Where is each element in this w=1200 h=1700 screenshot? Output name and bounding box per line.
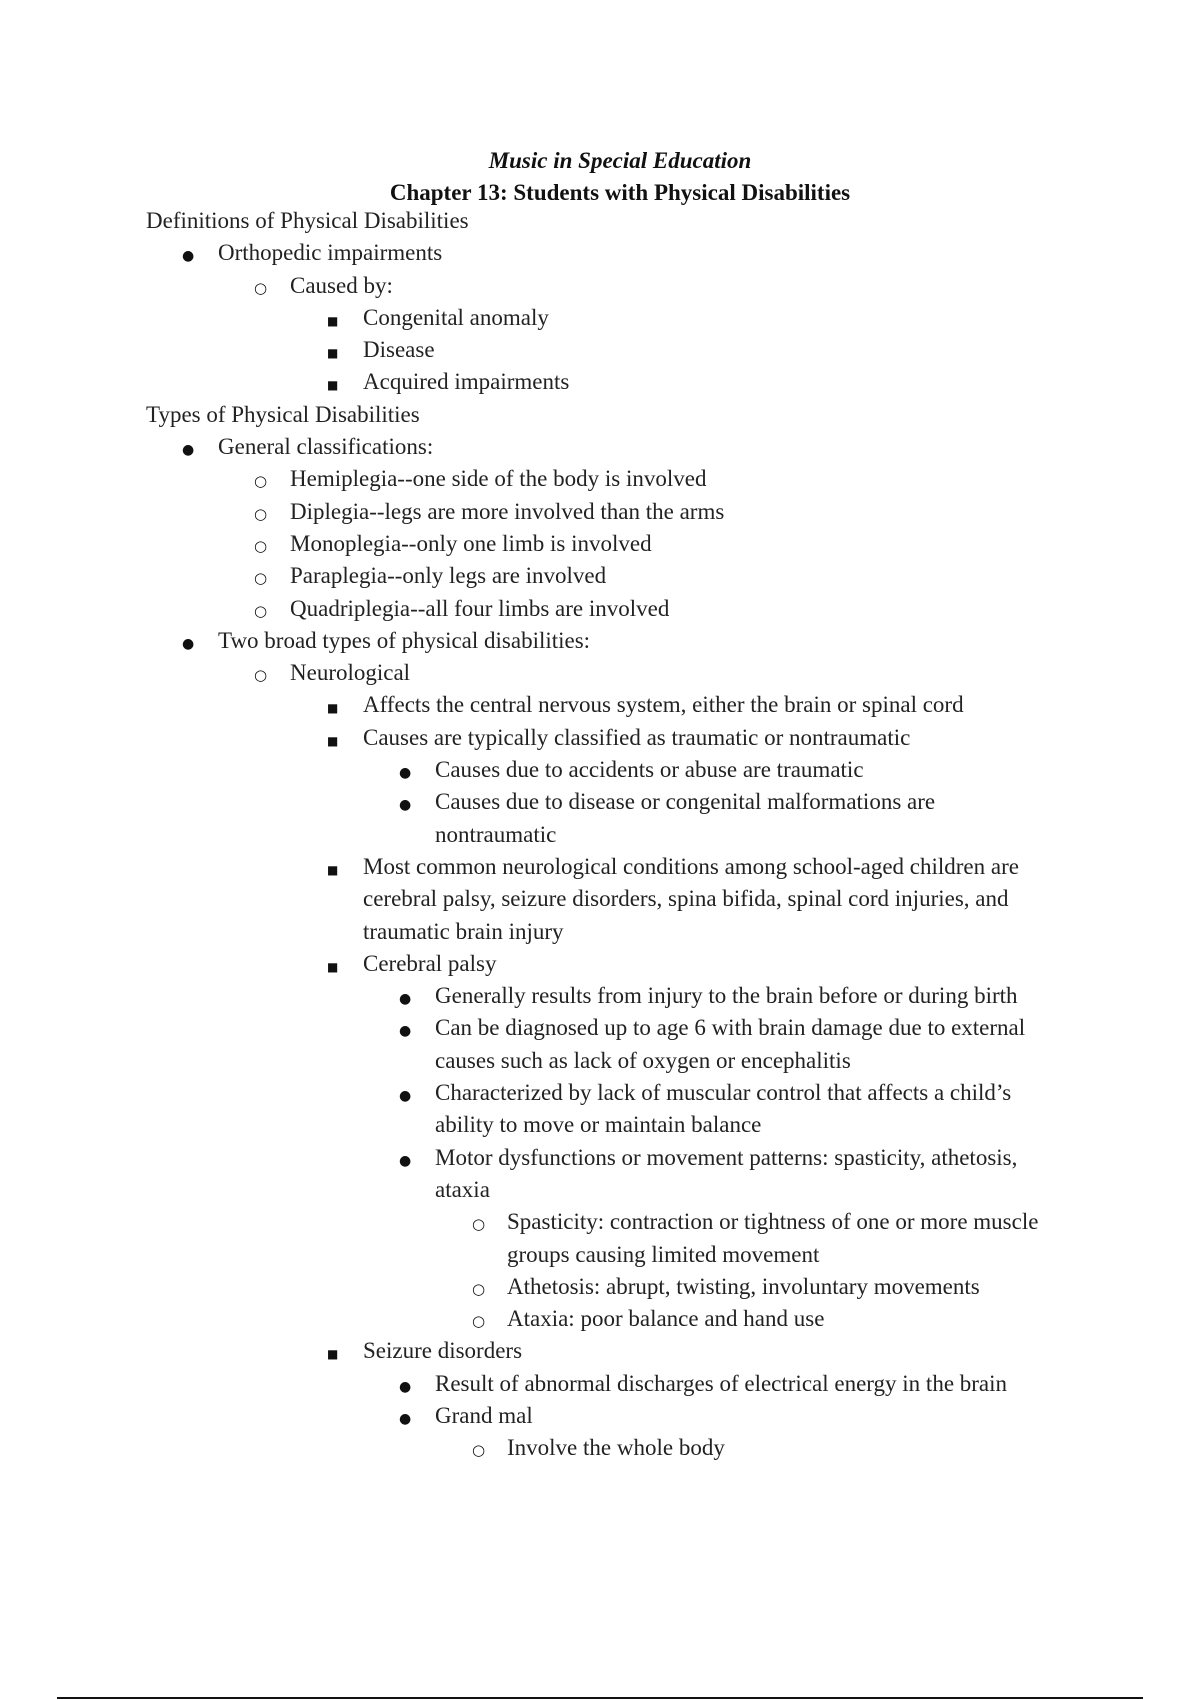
line-text: Causes due to disease or congenital malformations are xyxy=(435,789,936,815)
disc-bullet-icon xyxy=(399,1368,411,1403)
disc-bullet-icon xyxy=(399,1142,411,1177)
circle-bullet-icon xyxy=(254,496,267,530)
line-text: Disease xyxy=(363,337,435,363)
list-item xyxy=(0,270,1200,302)
disc-bullet-icon xyxy=(182,625,194,660)
line-text: General classifications: xyxy=(218,434,434,460)
disc-bullet-icon xyxy=(399,1012,411,1047)
circle-bullet-icon xyxy=(254,593,267,627)
line-text: Caused by: xyxy=(290,272,393,298)
list-item xyxy=(0,1239,1200,1271)
line-text: Ataxia: poor balance and hand use xyxy=(507,1306,825,1332)
line-text: ataxia xyxy=(435,1176,490,1202)
line-text: Cerebral palsy xyxy=(363,950,497,976)
line-text: Athetosis: abrupt, twisting, involuntary movements xyxy=(507,1273,980,1299)
list-item xyxy=(0,1303,1200,1335)
list-item xyxy=(0,625,1200,657)
list-item xyxy=(0,1432,1200,1464)
list-item xyxy=(0,1206,1200,1238)
line-text: Monoplegia--only one limb is involved xyxy=(290,530,652,556)
list-item xyxy=(0,916,1200,948)
line-text: Can be diagnosed up to age 6 with brain damage due to external xyxy=(435,1015,1026,1041)
list-item xyxy=(0,1271,1200,1303)
list-item xyxy=(0,883,1200,915)
line-text: Types of Physical Disabilities xyxy=(146,401,420,427)
line-text: Congenital anomaly xyxy=(363,304,549,330)
circle-bullet-icon xyxy=(472,1271,485,1305)
line-text: Spasticity: contraction or tightness of one or more muscle xyxy=(507,1209,1039,1235)
footer-divider xyxy=(57,1697,1143,1699)
line-text: Characterized by lack of muscular control that affects a child’s xyxy=(435,1080,1012,1106)
list-item xyxy=(0,948,1200,980)
section-heading xyxy=(0,399,1200,431)
list-item xyxy=(0,754,1200,786)
line-text: groups causing limited movement xyxy=(507,1241,820,1267)
chapter-title: Chapter 13: Students with Physical Disabilities xyxy=(389,180,851,205)
line-text: Quadriplegia--all four limbs are involved xyxy=(290,595,670,621)
square-bullet-icon xyxy=(327,302,338,337)
line-text: Neurological xyxy=(290,660,411,686)
line-text: causes such as lack of oxygen or encephalitis xyxy=(435,1047,851,1073)
list-item xyxy=(0,528,1200,560)
list-item xyxy=(0,366,1200,398)
list-item xyxy=(0,560,1200,592)
disc-bullet-icon xyxy=(399,754,411,789)
list-item xyxy=(0,819,1200,851)
list-item xyxy=(0,1109,1200,1141)
line-text: cerebral palsy, seizure disorders, spina bifida, spinal cord injuries, and xyxy=(363,886,1009,912)
disc-bullet-icon xyxy=(399,1400,411,1435)
course-title: Music in Special Education xyxy=(488,148,752,173)
square-bullet-icon xyxy=(327,722,338,757)
section-heading xyxy=(0,205,1200,237)
square-bullet-icon xyxy=(327,334,338,369)
line-text: Affects the central nervous system, either the brain or spinal cord xyxy=(363,692,964,718)
line-text: Orthopedic impairments xyxy=(218,240,443,266)
line-text: Most common neurological conditions among school-aged children are xyxy=(363,853,1019,879)
disc-bullet-icon xyxy=(399,980,411,1015)
list-item xyxy=(0,1174,1200,1206)
list-item xyxy=(0,302,1200,334)
list-item xyxy=(0,786,1200,818)
line-text: Involve the whole body xyxy=(507,1435,725,1461)
list-item xyxy=(0,496,1200,528)
circle-bullet-icon xyxy=(472,1432,485,1466)
list-item xyxy=(0,1045,1200,1077)
circle-bullet-icon xyxy=(254,463,267,497)
disc-bullet-icon xyxy=(399,786,411,821)
disc-bullet-icon xyxy=(399,1077,411,1112)
list-item xyxy=(0,851,1200,883)
circle-bullet-icon xyxy=(254,657,267,691)
circle-bullet-icon xyxy=(254,560,267,594)
list-item xyxy=(0,657,1200,689)
line-text: Hemiplegia--one side of the body is involved xyxy=(290,466,707,492)
list-item xyxy=(0,463,1200,495)
circle-bullet-icon xyxy=(254,528,267,562)
line-text: Generally results from injury to the brain before or during birth xyxy=(435,983,1018,1009)
line-text: Seizure disorders xyxy=(363,1338,523,1364)
line-text: Acquired impairments xyxy=(363,369,570,395)
list-item xyxy=(0,1142,1200,1174)
line-text: ability to move or maintain balance xyxy=(435,1112,762,1138)
list-item xyxy=(0,431,1200,463)
line-text: traumatic brain injury xyxy=(363,918,564,944)
square-bullet-icon xyxy=(327,689,338,724)
list-item xyxy=(0,1012,1200,1044)
list-item xyxy=(0,1335,1200,1367)
line-text: Paraplegia--only legs are involved xyxy=(290,563,607,589)
line-text: Motor dysfunctions or movement patterns: spasticity, athetosis, xyxy=(435,1144,1018,1170)
list-item xyxy=(0,593,1200,625)
square-bullet-icon xyxy=(327,948,338,983)
line-text: Causes are typically classified as traumatic or nontraumatic xyxy=(363,724,911,750)
list-item xyxy=(0,237,1200,269)
list-item xyxy=(0,722,1200,754)
line-text: Definitions of Physical Disabilities xyxy=(146,208,469,233)
line-text: Result of abnormal discharges of electrical energy in the brain xyxy=(435,1370,1008,1396)
line-text: Grand mal xyxy=(435,1402,533,1428)
line-text: Causes due to accidents or abuse are traumatic xyxy=(435,757,864,783)
list-item xyxy=(0,1368,1200,1400)
line-text: Two broad types of physical disabilities: xyxy=(218,627,591,653)
list-item xyxy=(0,334,1200,366)
list-item xyxy=(0,689,1200,721)
list-item xyxy=(0,980,1200,1012)
square-bullet-icon xyxy=(327,851,338,886)
list-item xyxy=(0,1400,1200,1432)
square-bullet-icon xyxy=(327,366,338,401)
line-text: nontraumatic xyxy=(435,821,557,847)
notes-outline xyxy=(0,205,1200,1465)
circle-bullet-icon xyxy=(254,270,267,304)
square-bullet-icon xyxy=(327,1335,338,1370)
disc-bullet-icon xyxy=(182,431,194,466)
circle-bullet-icon xyxy=(472,1303,485,1337)
line-text: Diplegia--legs are more involved than the arms xyxy=(290,498,725,524)
circle-bullet-icon xyxy=(472,1206,485,1240)
list-item xyxy=(0,1077,1200,1109)
disc-bullet-icon xyxy=(182,237,194,272)
